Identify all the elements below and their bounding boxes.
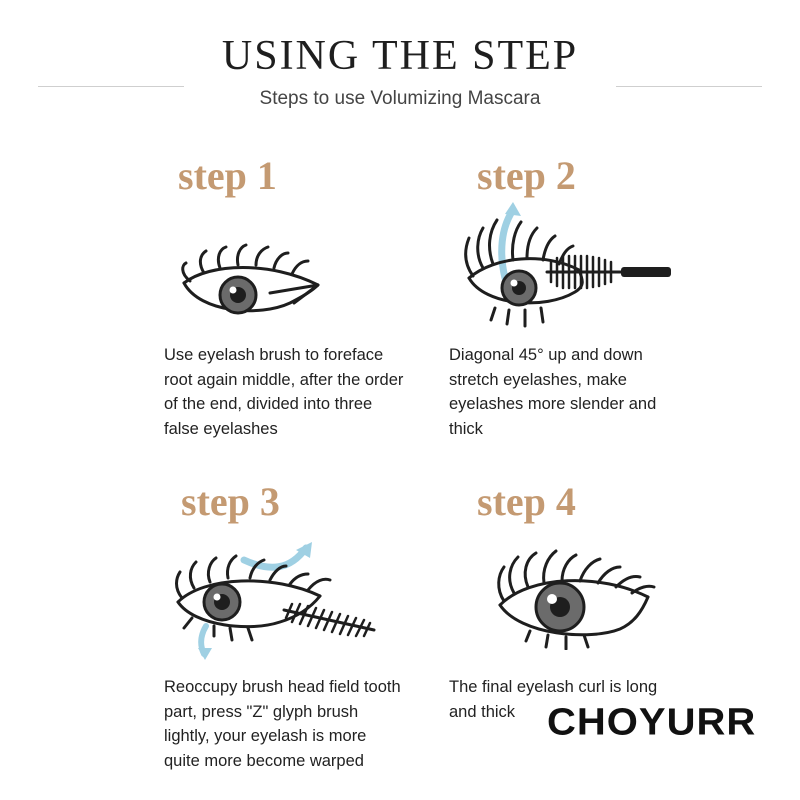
eye-closed-lashes-icon <box>170 235 330 330</box>
eye-mascara-brush-icon <box>455 198 675 333</box>
step-1-heading: step 1 <box>178 153 277 198</box>
header-rule-left <box>38 86 184 87</box>
step-4-description: The final eyelash curl is long and thick <box>449 678 658 721</box>
brand-logo: CHOYURR <box>547 701 757 743</box>
page-subtitle: Steps to use Volumizing Mascara <box>259 88 541 109</box>
step-2-description: Diagonal 45° up and down stretch eyelashes, make eyelashes more slender and thick <box>449 346 657 438</box>
header-rule-right <box>616 86 762 87</box>
page-title: USING THE STEP <box>221 33 579 79</box>
step-1-description: Use eyelash brush to foreface root again middle, after the order of the end, divided into three false eyelashes <box>164 346 404 438</box>
step-3-description: Reoccupy brush head field tooth part, press "Z" glyph brush lightly, your eyelash is more quite more become warped <box>164 678 401 770</box>
step-2-heading: step 2 <box>477 153 576 198</box>
eye-curled-lashes-icon <box>490 545 660 650</box>
eye-zigzag-brush-icon <box>170 540 380 665</box>
step-4-heading: step 4 <box>477 479 576 524</box>
step-3-heading: step 3 <box>181 479 280 524</box>
